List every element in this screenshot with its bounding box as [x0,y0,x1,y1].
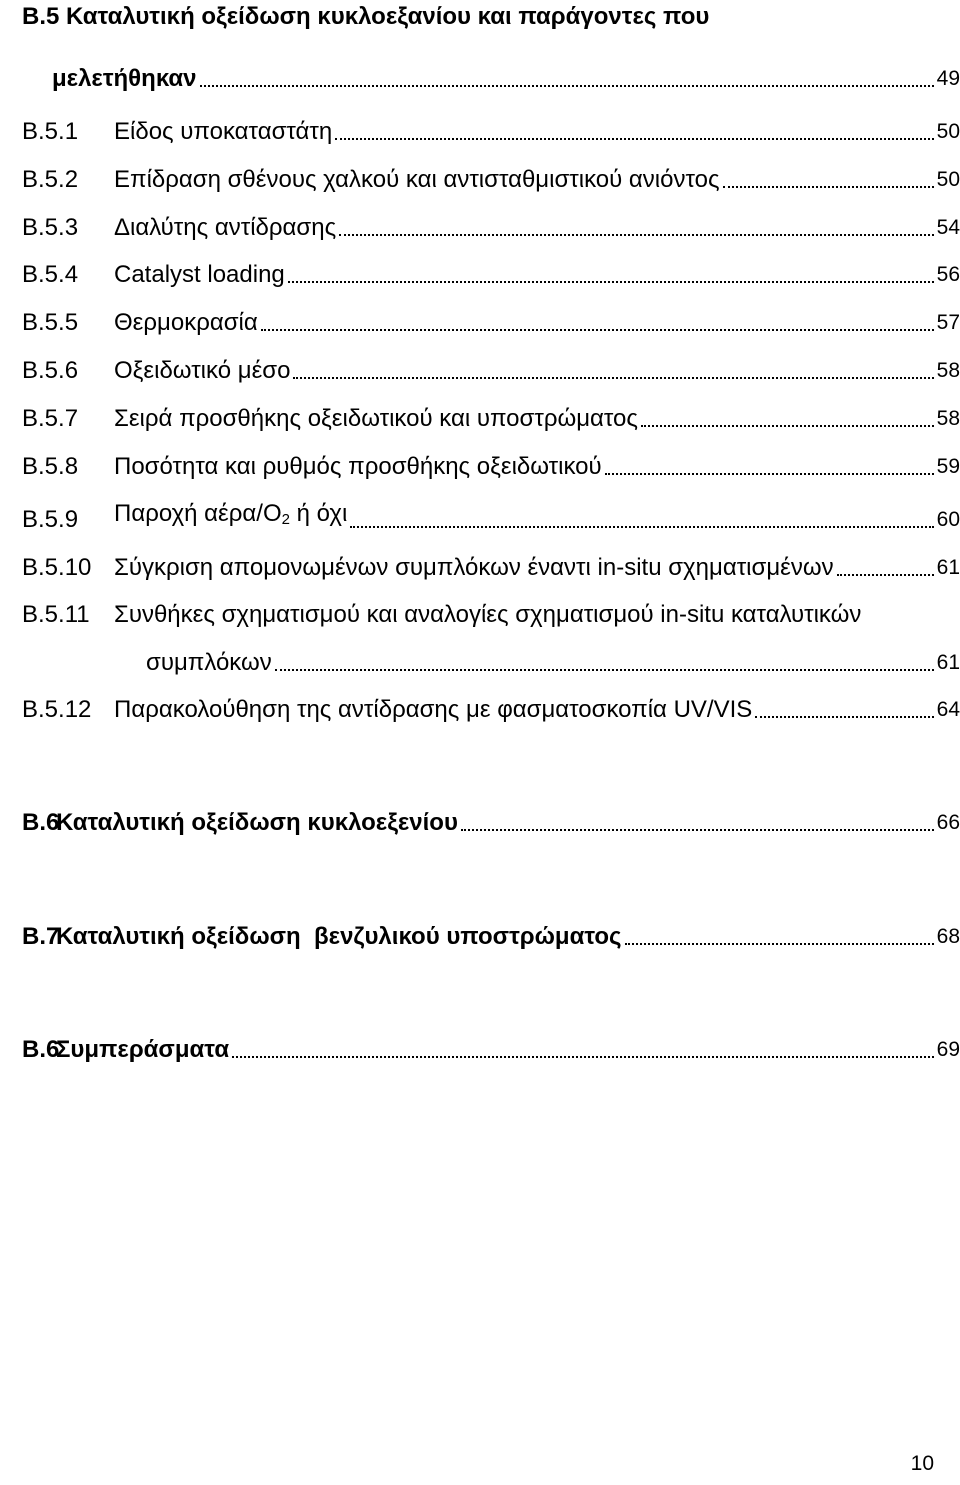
toc-entry[interactable] [22,298,960,338]
toc-entry[interactable] [22,346,960,386]
toc-page-number: 54 [936,216,960,239]
toc-entry-b511[interactable] [22,590,960,630]
toc-page-number: 50 [936,120,960,143]
toc-number: Β.5.7 [22,405,79,432]
toc-title: Σύγκριση απομονωμένων συμπλόκων έναντι in-situ σχηματισμένων [114,554,834,581]
toc-page-number: 59 [936,455,960,478]
toc-page-number: 61 [936,651,960,674]
toc-title: Είδος υποκαταστάτη [114,118,333,145]
leader-dots [837,574,934,576]
leader-dots [605,473,934,475]
toc-entry[interactable] [22,107,960,147]
leader-dots [293,377,933,379]
toc-number: Β.5.8 [22,453,79,480]
toc-number: Β.5.4 [22,261,79,288]
toc-number: Β.5.9 [22,506,79,533]
toc-title: μελετήθηκαν [52,65,197,92]
toc-number: Β.5.2 [22,166,79,193]
leader-dots [723,186,934,188]
leader-dots [232,1056,934,1058]
toc-page-number: 69 [936,1038,960,1061]
toc-page-number: 50 [936,168,960,191]
toc-title: συμπλόκων [146,649,272,676]
toc-number: Β.5.5 [22,309,79,336]
toc-number: Β.5.12 [22,696,92,723]
toc-entry-b6[interactable] [22,798,960,838]
leader-dots [288,281,934,283]
toc-page-number: 58 [936,407,960,430]
leader-dots [275,669,934,671]
toc-title: Ποσότητα και ρυθμός προσθήκης οξειδωτικού [114,453,602,480]
toc-number: Β.5.6 [22,357,79,384]
toc-title: Επίδραση σθένους χαλκού και αντισταθμιστικού ανιόντος [114,166,720,193]
toc-title: Συμπεράσματα [56,1036,230,1063]
toc-entry[interactable] [22,442,960,482]
toc-title: Καταλυτική οξείδωση κυκλοεξενίου [56,809,458,836]
toc-heading-b5: Β.5 Καταλυτική οξείδωση κυκλοεξανίου και παράγοντες που [22,3,710,30]
leader-dots [625,943,934,945]
toc-entry-b6-conclusions[interactable] [22,1025,960,1065]
toc-title: Παροχή αέρα/$O_2$ ή όχι [114,500,348,528]
toc-number: Β.7 [22,923,60,950]
toc-page-number: 58 [936,359,960,382]
toc-number: Β.5.3 [22,214,79,241]
toc-entry-b512[interactable] [22,685,960,725]
toc-number: Β.5.1 [22,118,79,145]
toc-title: Οξειδωτικό μέσο [114,357,291,384]
toc-page-number: 60 [936,508,960,531]
toc-page-number: 57 [936,311,960,334]
leader-dots [641,425,934,427]
leader-dots [200,85,934,87]
toc-title: Παρακολούθηση της αντίδρασης με φασματοσκοπία UV/VIS [114,696,753,723]
toc-title: Συνθήκες σχηματισμού και αναλογίες σχηματισμού in-situ καταλυτικών [114,601,862,628]
toc-title: Θερμοκρασία [114,309,258,336]
leader-dots [335,138,933,140]
leader-dots [350,526,933,528]
toc-entry[interactable] [22,155,960,195]
toc-title: Σειρά προσθήκης οξειδωτικού και υποστρώματος [114,405,638,432]
toc-page-number: 61 [936,556,960,579]
toc-title: Catalyst loading [114,261,285,288]
toc-entry[interactable] [22,250,960,290]
toc-title: Καταλυτική οξείδωση βενζυλικού υποστρώματος [56,923,622,950]
toc-entry-b7[interactable] [22,912,960,952]
toc-title: Διαλύτης αντίδρασης [114,214,337,241]
toc-page-number: 49 [936,67,960,90]
toc-entry-b510[interactable] [22,543,960,583]
toc-page-number: 64 [936,698,960,721]
toc-entry-b511-cont[interactable] [146,638,960,678]
toc-number: Β.5.11 [22,601,90,628]
toc-entry[interactable] [22,203,960,243]
toc-page-number: 56 [936,263,960,286]
leader-dots [461,829,934,831]
toc-number: Β.6 [22,1036,60,1063]
leader-dots [261,329,934,331]
page-number: 10 [910,1452,934,1475]
toc-entry[interactable] [22,394,960,434]
leader-dots [755,716,933,718]
toc-heading-b5-cont[interactable] [52,54,960,94]
leader-dots [339,234,933,236]
toc-number: Β.5.10 [22,554,92,581]
toc-page-number: 66 [936,811,960,834]
toc-page-number: 68 [936,925,960,948]
toc-number: Β.6 [22,809,60,836]
toc-entry-b59[interactable] [22,495,960,535]
